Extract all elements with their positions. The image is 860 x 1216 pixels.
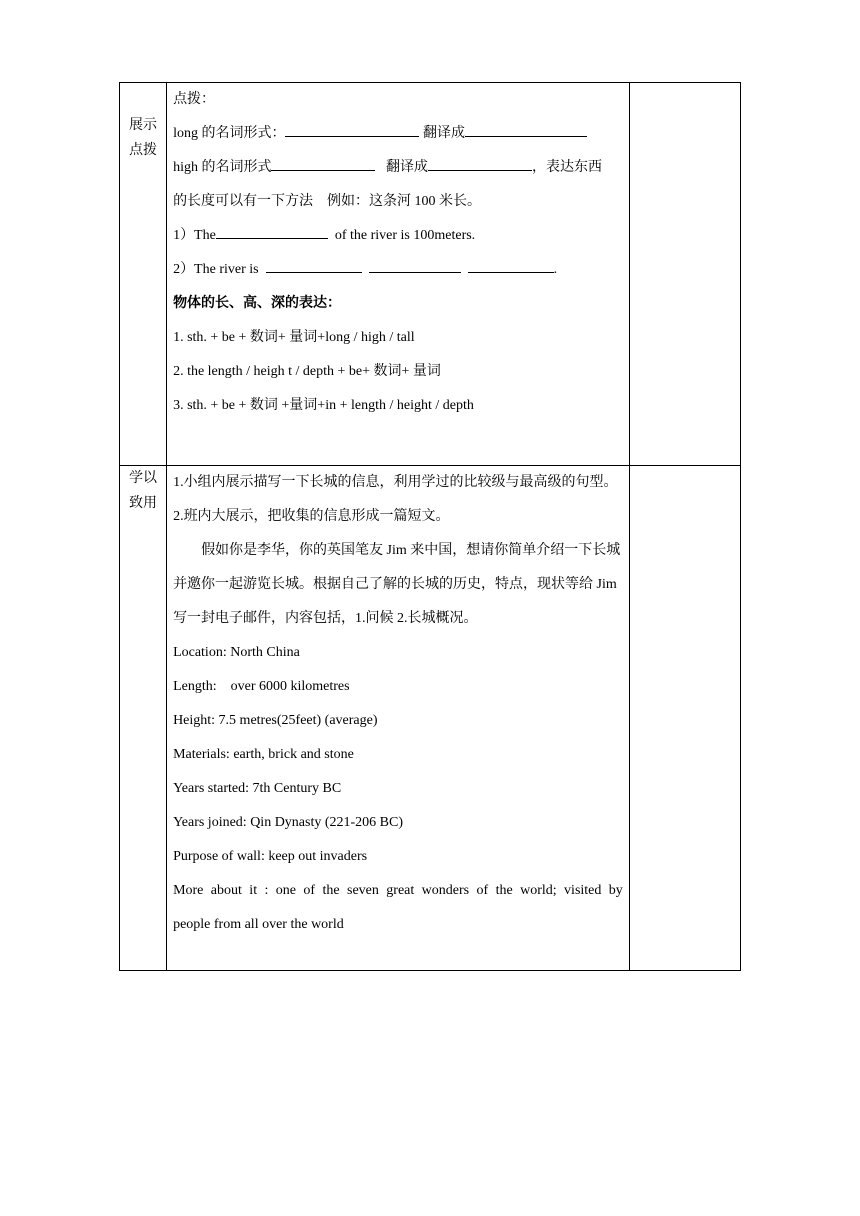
row2-notes-cell (629, 466, 740, 971)
high-noun-line (173, 151, 623, 185)
long-translation-blank[interactable] (465, 120, 587, 137)
rule-2: 2. the length / heigh t / depth + be+ 数词+ 量词 (173, 364, 441, 379)
info-years-started: Years started: 7th Century BC (173, 781, 342, 796)
writing-prompt: 假如你是李华，你的英国笔友 Jim 来中国，想请你简单介绍一下长城并邀你一起游览长城。根据自己了解的长城的历史，特点，现状等给 Jim 写一封电子邮件，内容包括，1.问候 2.长城概况。 (173, 543, 621, 626)
item1-suffix: of the river is 100meters. (334, 228, 476, 243)
info-more-line2: people from all over the world (173, 917, 344, 932)
example-line: 的长度可以有一下方法 例如：这条河 100 米长。 (173, 194, 482, 209)
long-noun-blank[interactable] (285, 120, 419, 137)
item1-line (173, 219, 623, 253)
long-prefix: long 的名词形式： (173, 126, 286, 141)
long-mid: 翻译成 (422, 126, 465, 141)
lesson-table (119, 82, 741, 971)
row-apply-learning (120, 466, 741, 971)
info-length: Length: over 6000 kilometres (173, 679, 350, 694)
guidance-content (167, 83, 630, 466)
task-2: 2.班内大展示，把收集的信息形成一篇短文。 (173, 509, 450, 524)
item2-blank-3[interactable] (468, 256, 554, 273)
item1-blank[interactable] (216, 222, 328, 239)
row-label-display-guidance (120, 83, 167, 466)
row-display-guidance (120, 83, 741, 466)
row-label-line1: 学以 (129, 471, 158, 486)
high-mid: 翻译成 (385, 160, 428, 175)
item2-blank-2[interactable] (369, 256, 461, 273)
rule-3: 3. sth. + be + 数词 +量词+in + length / height / depth (173, 398, 474, 413)
expression-heading: 物体的长、高、深的表达： (173, 296, 342, 311)
high-prefix: high 的名词形式 (173, 160, 272, 175)
item2-blank-1[interactable] (266, 256, 362, 273)
item2-suffix: . (553, 262, 558, 277)
row-label-line2: 点拨 (129, 143, 158, 158)
info-height: Height: 7.5 metres(25feet) (average) (173, 713, 378, 728)
item2-line (173, 253, 623, 287)
high-noun-blank[interactable] (271, 154, 375, 171)
long-noun-line (173, 117, 623, 151)
task-1: 1.小组内展示描写一下长城的信息，利用学过的比较级与最高级的句型。 (173, 475, 618, 490)
row-label-line2: 致用 (129, 496, 158, 511)
info-purpose: Purpose of wall: keep out invaders (173, 849, 368, 864)
info-more-line1: More about it : one of the seven great wonders of the world; visited by (173, 883, 623, 898)
apply-content (167, 466, 630, 971)
rule-1: 1. sth. + be + 数词+ 量词+long / high / tall (173, 330, 415, 345)
info-materials: Materials: earth, brick and stone (173, 747, 354, 762)
row1-notes-cell (629, 83, 740, 466)
row-label-line1: 展示 (129, 118, 158, 133)
high-suffix: ，表达东西 (531, 160, 602, 175)
info-location: Location: North China (173, 645, 300, 660)
item1-prefix: 1）The (173, 228, 216, 243)
guidance-heading: 点拨： (173, 92, 216, 107)
high-translation-blank[interactable] (428, 154, 532, 171)
info-years-joined: Years joined: Qin Dynasty (221-206 BC) (173, 815, 404, 830)
row-label-apply-learning (120, 466, 167, 971)
item2-prefix: 2）The river is (173, 262, 259, 277)
